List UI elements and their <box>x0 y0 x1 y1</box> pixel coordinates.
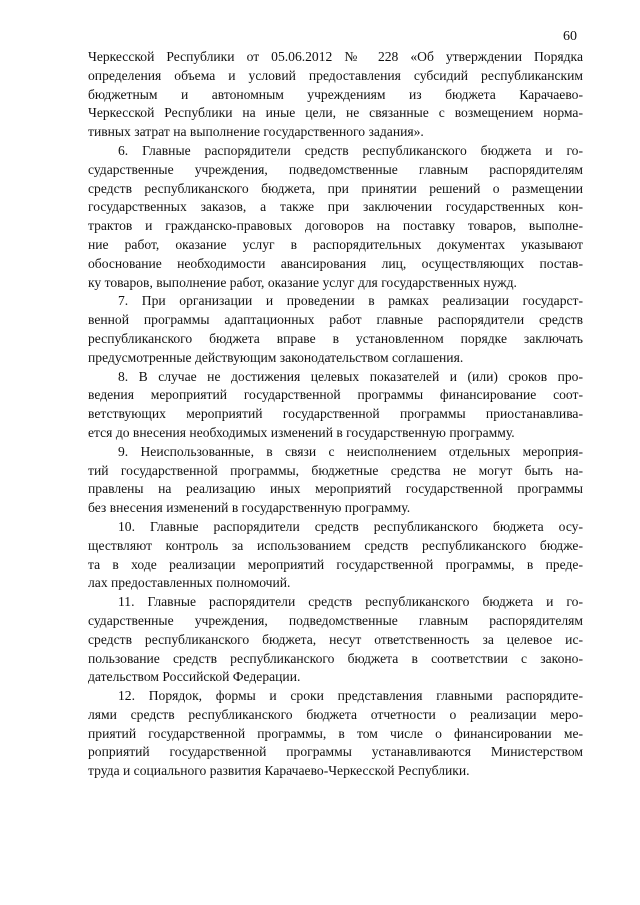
text-line: 10. Главные распорядители средств республиканского бюджета осу- <box>118 518 583 534</box>
paragraph-p11 <box>88 593 583 687</box>
text-line: та в ходе реализации мероприятий государственной программы, в преде- <box>88 556 583 572</box>
text-line: лями средств республиканского бюджета отчетности о реализации меро- <box>88 706 583 722</box>
text-line: лах предоставленных полномочий. <box>88 575 291 591</box>
text-line: роприятий государственной программы устанавливаются Министерством <box>88 744 583 760</box>
text-line: определения объема и условий предоставления субсидий республиканским <box>88 67 583 83</box>
text-line: Черкесской Республики на иные цели, не связанные с возмещением норма- <box>88 105 583 121</box>
text-line: 12. Порядок, формы и сроки представления главными распорядите- <box>118 688 583 704</box>
paragraph-p8 <box>88 368 583 443</box>
text-line: ведения мероприятий государственной программы финансирование соот- <box>88 387 583 403</box>
text-line: государственных заказов, а также при заключении государственных кон- <box>88 199 583 215</box>
text-line: бюджетным и автономным учреждениям из бюджета Карачаево- <box>88 86 583 102</box>
text-line: трактов и гражданско-правовых договоров на поставку товаров, выполне- <box>88 218 583 234</box>
body-text <box>88 48 583 781</box>
text-line: тий государственной программы, бюджетные средства не могут быть на- <box>88 462 583 478</box>
text-line: ется до внесения необходимых изменений в государственную программу. <box>88 424 515 440</box>
text-line: ние работ, оказание услуг в распорядительных документах указывают <box>88 236 583 252</box>
text-line: тивных затрат на выполнение государственного задания». <box>88 124 424 140</box>
paragraph-p7 <box>88 292 583 367</box>
paragraph-p5-continued <box>88 48 583 142</box>
text-line: пользование средств республиканского бюджета в соответствии с законо- <box>88 650 583 666</box>
text-line: 8. В случае не достижения целевых показателей и (или) сроков про- <box>118 368 583 384</box>
text-line: 11. Главные распорядители средств республиканского бюджета и го- <box>118 594 583 610</box>
text-line: сударственные учреждения, подведомственные главным распорядителям <box>88 612 583 628</box>
text-line: приятий государственной программы, в том числе о финансировании ме- <box>88 725 583 741</box>
text-line: республиканского бюджета вправе в установленном порядке заключать <box>88 330 583 346</box>
text-line: ку товаров, выполнение работ, оказание услуг для государственных нужд. <box>88 274 517 290</box>
page-number: 60 <box>563 29 577 44</box>
text-line: ветствующих мероприятий государственной программы приостанавлива- <box>88 406 583 422</box>
text-line: предусмотренные действующим законодательством соглашения. <box>88 349 464 365</box>
text-line: венной программы адаптационных работ главные распорядители средств <box>88 312 583 328</box>
text-line: 6. Главные распорядители средств республиканского бюджета и го- <box>118 142 583 158</box>
paragraph-p6 <box>88 142 583 292</box>
text-line: средств республиканского бюджета, несут ответственность за целевое ис- <box>88 631 583 647</box>
paragraph-p10 <box>88 518 583 593</box>
text-line: правлены на реализацию иных мероприятий государственной программы <box>88 481 583 497</box>
text-line: дательством Российской Федерации. <box>88 669 301 685</box>
paragraph-p9 <box>88 443 583 518</box>
text-line: Черкесской Республики от 05.06.2012 № 228 «Об утверждении Порядка <box>88 49 583 64</box>
paragraph-p12 <box>88 687 583 781</box>
text-line: без внесения изменений в государственную программу. <box>88 500 411 516</box>
text-line: средств республиканского бюджета, при принятии решений о размещении <box>88 180 583 196</box>
text-line: 9. Неиспользованные, в связи с неисполнением отдельных мероприя- <box>118 443 583 459</box>
text-line: обоснование необходимости авансирования лиц, осуществляющих постав- <box>88 255 583 271</box>
text-line: труда и социального развития Карачаево-Черкесской Республики. <box>88 763 470 779</box>
text-line: ществляют контроль за использованием средств республиканского бюдже- <box>88 537 583 553</box>
text-line: сударственные учреждения, подведомственные главным распорядителям <box>88 161 583 177</box>
text-line: 7. При организации и проведении в рамках реализации государст- <box>118 293 583 309</box>
